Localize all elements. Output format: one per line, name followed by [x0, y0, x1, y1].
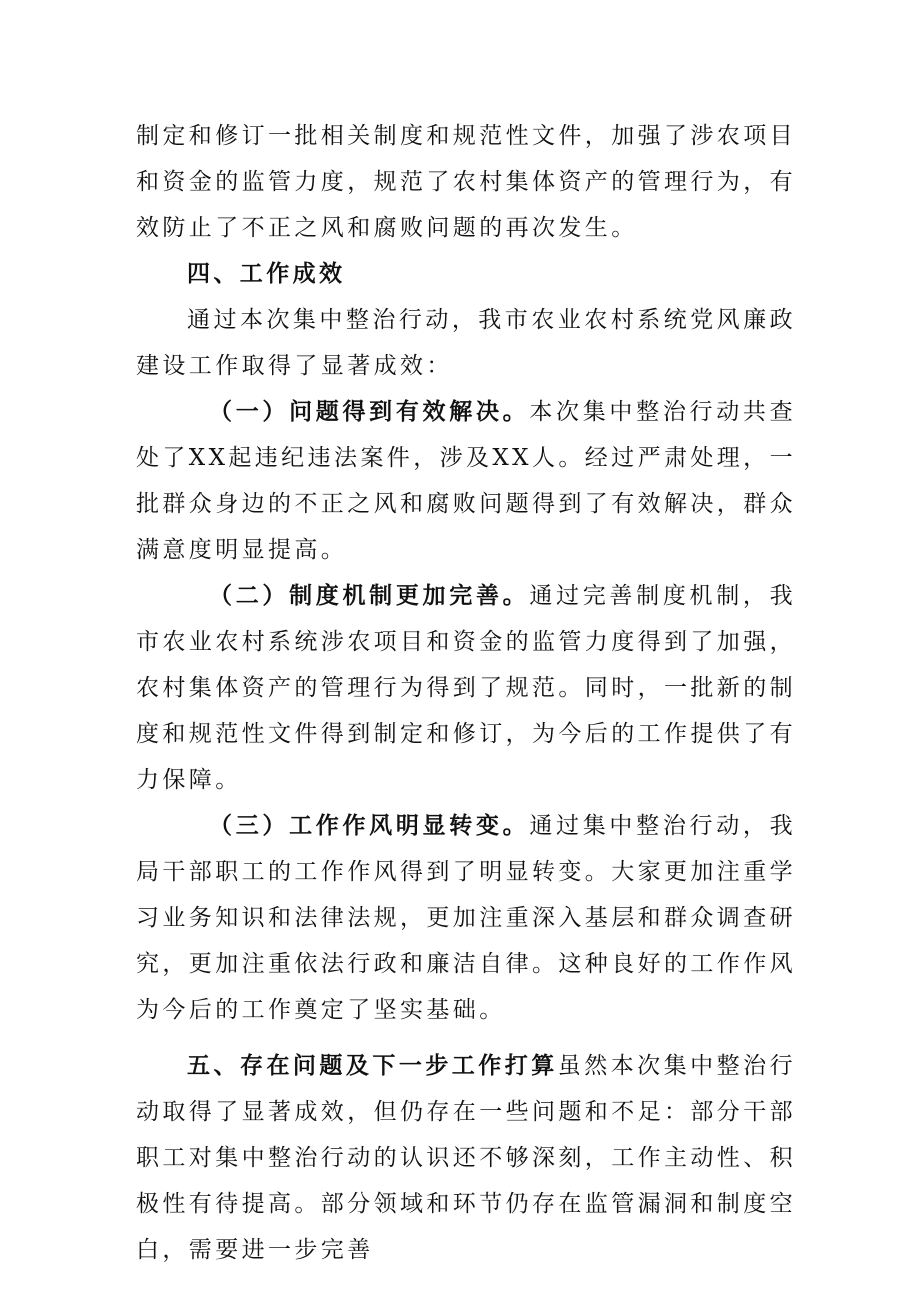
- document-body: [136, 113, 796, 1273]
- section-5-body: 虽然本次集中整治行动取得了显著成效，但仍存在一些问题和不足：部分干部职工对集中整治行动的认识还不够深刻，工作主动性、积极性有待提高。部分领域和环节仍存在监管漏洞和制度空白，需要进一步完善: [136, 1053, 796, 1263]
- subsection-2-title: （二）制度机制更加完善。: [209, 582, 530, 609]
- subsection-1: [136, 389, 796, 573]
- paragraph-continuation: 制定和修订一批相关制度和规范性文件，加强了涉农项目和资金的监管力度，规范了农村集体资产的管理行为，有效防止了不正之风和腐败问题的再次发生。: [136, 123, 796, 241]
- section-gap: [136, 1033, 796, 1043]
- subsection-1-title: （一）问题得到有效解决。: [209, 398, 530, 425]
- subsection-3-title: （三）工作作风明显转变。: [209, 812, 530, 839]
- subsection-2-body: 通过完善制度机制，我市农业农村系统涉农项目和资金的监管力度得到了加强，农村集体资产的管理行为得到了规范。同时，一批新的制度和规范性文件得到制定和修订，为今后的工作提供了有力保障。: [136, 583, 796, 793]
- subsection-3-body: 通过集中整治行动，我局干部职工的工作作风得到了明显转变。大家更加注重学习业务知识和法律法规，更加注重深入基层和群众调查研究，更加注重依法行政和廉洁自律。这种良好的工作作风为今后的工作奠定了坚实基础。: [136, 813, 796, 1023]
- paragraph-intro: 通过本次集中整治行动，我市农业农村系统党风廉政建设工作取得了显著成效：: [136, 307, 796, 379]
- subsection-2: [136, 573, 796, 803]
- section-heading-4: 四、工作成效: [187, 260, 346, 287]
- subsection-3: [136, 803, 796, 1033]
- section-5: [136, 1043, 796, 1273]
- subsection-1-body: 本次集中整治行动共查处了XX起违纪违法案件，涉及XX人。经过严肃处理，一批群众身边的不正之风和腐败问题得到了有效解决，群众满意度明显提高。: [136, 399, 796, 563]
- section-heading-5: 五、存在问题及下一步工作打算: [187, 1052, 558, 1079]
